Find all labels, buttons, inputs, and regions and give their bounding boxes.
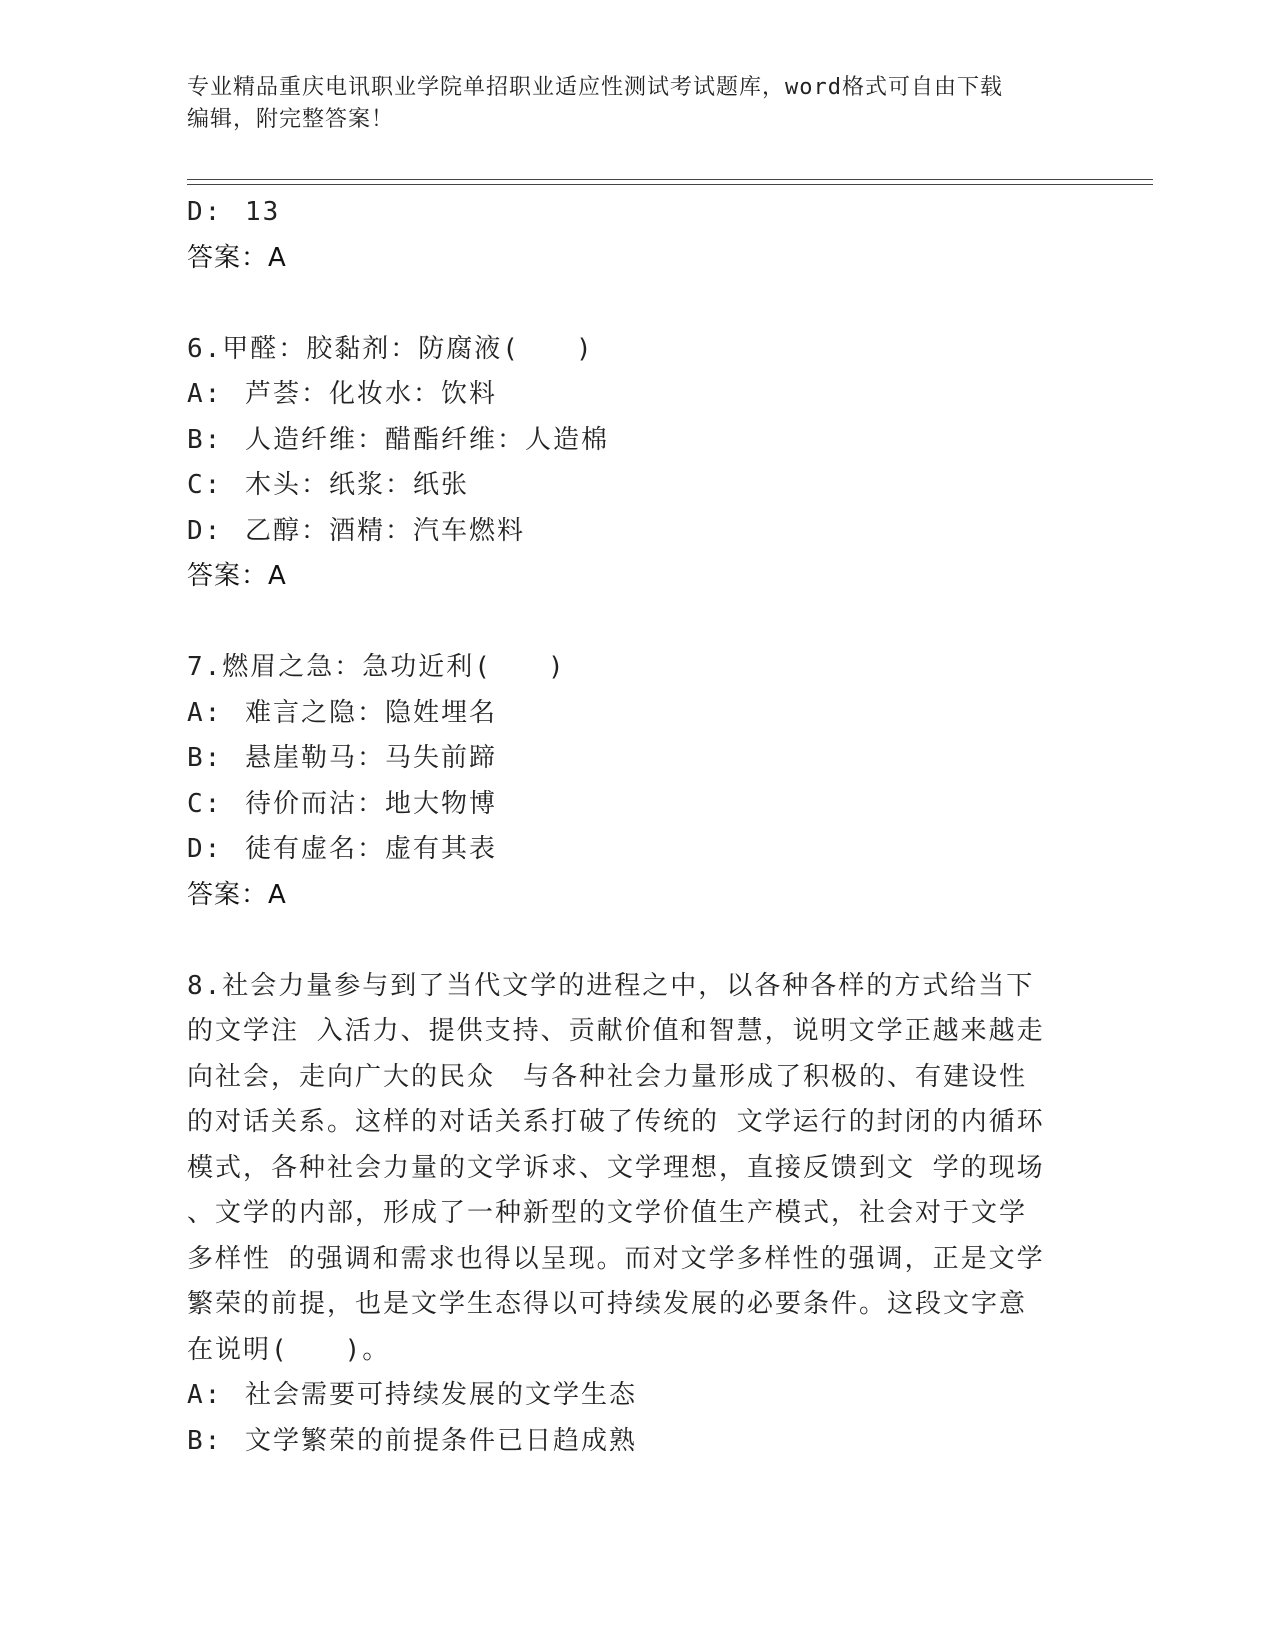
option-text: 徒有虚名：虚有其表: [245, 834, 498, 864]
option-key: B:: [187, 1425, 223, 1456]
option-text: 人造纤维：醋酯纤维：人造棉: [245, 424, 610, 455]
q8-option-b: [187, 1419, 1087, 1465]
q6-option-c: [187, 463, 1087, 509]
q6-option-d: [187, 509, 1087, 555]
option-text: 木头：纸浆：纸张: [245, 470, 470, 500]
option-key: B:: [187, 743, 223, 773]
q8-stem-line: 的文学注 入活力、提供支持、贡献价值和智慧，说明文学正越来越走: [187, 1016, 1045, 1046]
option-key: B:: [187, 424, 223, 455]
q7-option-c: [187, 782, 1087, 828]
spacer: [187, 600, 1087, 646]
q8-stem-line: 的对话关系。这样的对话关系打破了传统的 文学运行的封闭的内循环: [187, 1107, 1045, 1137]
option-text: 难言之隐：隐姓埋名: [245, 697, 498, 728]
option-text: 社会需要可持续发展的文学生态: [245, 1380, 638, 1410]
q6-answer: 答案：A: [187, 561, 287, 591]
q8-stem-line: 向社会，走向广大的民众 与各种社会力量形成了积极的、有建设性: [187, 1061, 1028, 1092]
q6-option-b: [187, 418, 1087, 464]
option-key: A:: [187, 697, 223, 728]
q8-stem-line: 8.社会力量参与到了当代文学的进程之中，以各种各样的方式给当下: [187, 970, 1035, 1001]
option-key: C:: [187, 788, 223, 819]
option-key: D:: [187, 197, 223, 227]
q8-stem-line: 繁荣的前提，也是文学生态得以可持续发展的必要条件。这段文字意: [187, 1289, 1028, 1319]
page-header: [187, 72, 1067, 136]
q8-stem-line: 模式，各种社会力量的文学诉求、文学理想，直接反馈到文 学的现场: [187, 1152, 1045, 1183]
q8-stem: [187, 964, 1087, 1374]
header-line-2: 编辑，附完整答案！: [187, 107, 395, 132]
spacer: [187, 918, 1087, 964]
q8-stem-line: 在说明( )。: [187, 1334, 391, 1365]
q8-stem-line: 、文学的内部，形成了一种新型的文学价值生产模式，社会对于文学: [187, 1198, 1028, 1228]
q8-option-a: [187, 1373, 1087, 1419]
q5-answer: 答案：A: [187, 242, 287, 273]
q5-option-d: [187, 190, 1087, 236]
option-text: 乙醇：酒精：汽车燃料: [245, 515, 526, 546]
q7-answer: 答案：A: [187, 879, 287, 910]
q7-option-d: [187, 827, 1087, 873]
option-key: A:: [187, 1380, 223, 1410]
option-key: D:: [187, 834, 223, 864]
q7-option-b: [187, 736, 1087, 782]
header-rule-top: [187, 179, 1153, 180]
header-line-1: 专业精品重庆电讯职业学院单招职业适应性测试考试题库，word格式可自由下载: [187, 75, 1003, 100]
q8-stem-line: 多样性 的强调和需求也得以呈现。而对文学多样性的强调，正是文学: [187, 1243, 1045, 1274]
q7-stem: 7.燃眉之急：急功近利( ): [187, 652, 566, 682]
option-text: 悬崖勒马：马失前蹄: [245, 743, 498, 773]
option-text: 13: [245, 197, 281, 227]
q6-stem: 6.甲醛：胶黏剂：防腐液( ): [187, 333, 594, 364]
header-rule-bottom: [187, 184, 1153, 185]
question-content: [187, 190, 1087, 1464]
option-key: C:: [187, 470, 223, 500]
option-key: A:: [187, 379, 223, 409]
option-text: 芦荟：化妆水：饮料: [245, 379, 498, 409]
option-text: 待价而沽：地大物博: [245, 788, 498, 819]
q7-option-a: [187, 691, 1087, 737]
option-key: D:: [187, 515, 223, 546]
spacer: [187, 281, 1087, 327]
option-text: 文学繁荣的前提条件已日趋成熟: [245, 1425, 638, 1456]
q6-option-a: [187, 372, 1087, 418]
